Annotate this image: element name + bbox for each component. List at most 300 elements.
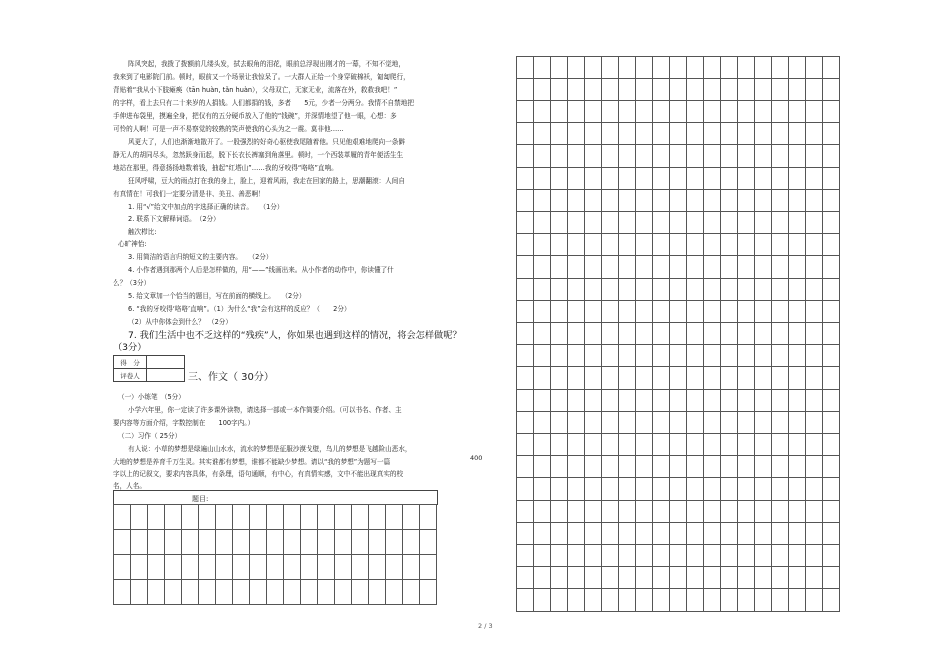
grid-cell[interactable] [652, 566, 670, 589]
grid-cell[interactable] [652, 189, 670, 212]
grid-cell[interactable] [703, 189, 721, 212]
grid-cell[interactable] [737, 300, 755, 323]
grid-cell[interactable] [635, 300, 653, 323]
grid-cell[interactable] [669, 78, 687, 101]
grid-cell[interactable] [754, 167, 772, 190]
grid-cell[interactable] [720, 122, 738, 145]
grid-cell[interactable] [516, 233, 534, 256]
grid-cell[interactable] [771, 411, 789, 434]
grid-cell[interactable] [584, 189, 602, 212]
grid-cell[interactable] [720, 278, 738, 301]
grid-cell[interactable] [533, 566, 551, 589]
grid-cell[interactable] [703, 167, 721, 190]
grid-cell[interactable] [788, 56, 806, 79]
grid-cell[interactable] [703, 78, 721, 101]
grid-cell[interactable] [737, 566, 755, 589]
grid-cell[interactable] [618, 56, 636, 79]
grid-cell[interactable] [686, 411, 704, 434]
grid-cell[interactable] [567, 167, 585, 190]
grid-cell[interactable] [737, 233, 755, 256]
grid-cell[interactable] [635, 433, 653, 456]
grid-cell[interactable] [822, 477, 840, 500]
grid-cell[interactable] [232, 579, 250, 605]
grid-cell[interactable] [550, 255, 568, 278]
grid-cell[interactable] [266, 554, 284, 580]
grid-cell[interactable] [567, 500, 585, 523]
grid-cell[interactable] [533, 344, 551, 367]
grid-cell[interactable] [198, 529, 216, 555]
grid-cell[interactable] [720, 78, 738, 101]
grid-cell[interactable] [703, 211, 721, 234]
grid-cell[interactable] [533, 366, 551, 389]
grid-cell[interactable] [652, 100, 670, 123]
grid-cell[interactable] [567, 544, 585, 567]
grid-cell[interactable] [771, 122, 789, 145]
grid-cell[interactable] [635, 144, 653, 167]
grid-cell[interactable] [737, 56, 755, 79]
grid-cell[interactable] [686, 433, 704, 456]
grid-cell[interactable] [198, 504, 216, 530]
grid-cell[interactable] [550, 588, 568, 611]
grid-cell[interactable] [567, 100, 585, 123]
grid-cell[interactable] [686, 366, 704, 389]
grid-cell[interactable] [822, 411, 840, 434]
grid-cell[interactable] [550, 233, 568, 256]
grid-cell[interactable] [754, 211, 772, 234]
grid-cell[interactable] [584, 167, 602, 190]
grid-cell[interactable] [754, 522, 772, 545]
grid-cell[interactable] [822, 300, 840, 323]
grid-cell[interactable] [516, 100, 534, 123]
grid-cell[interactable] [771, 366, 789, 389]
grid-cell[interactable] [652, 344, 670, 367]
grid-cell[interactable] [703, 344, 721, 367]
grid-cell[interactable] [822, 366, 840, 389]
grid-cell[interactable] [635, 78, 653, 101]
grid-cell[interactable] [686, 189, 704, 212]
grid-cell[interactable] [533, 544, 551, 567]
grid-cell[interactable] [686, 588, 704, 611]
grid-cell[interactable] [703, 566, 721, 589]
grid-cell[interactable] [771, 433, 789, 456]
grid-cell[interactable] [788, 233, 806, 256]
grid-cell[interactable] [550, 189, 568, 212]
grid-cell[interactable] [686, 389, 704, 412]
grid-cell[interactable] [635, 566, 653, 589]
right-writing-grid[interactable] [516, 56, 840, 611]
grid-cell[interactable] [584, 389, 602, 412]
grid-cell[interactable] [249, 504, 267, 530]
grid-cell[interactable] [402, 529, 420, 555]
grid-cell[interactable] [669, 189, 687, 212]
grid-cell[interactable] [164, 579, 182, 605]
grid-cell[interactable] [686, 522, 704, 545]
grid-cell[interactable] [351, 579, 369, 605]
grid-cell[interactable] [567, 211, 585, 234]
grid-cell[interactable] [317, 579, 335, 605]
grader-cell[interactable] [147, 369, 185, 382]
grid-cell[interactable] [703, 144, 721, 167]
grid-cell[interactable] [737, 322, 755, 345]
grid-cell[interactable] [584, 211, 602, 234]
grid-cell[interactable] [215, 554, 233, 580]
grid-cell[interactable] [737, 100, 755, 123]
grid-cell[interactable] [215, 529, 233, 555]
grid-cell[interactable] [822, 211, 840, 234]
grid-cell[interactable] [584, 522, 602, 545]
left-writing-grid[interactable] [113, 504, 436, 604]
grid-cell[interactable] [754, 477, 772, 500]
grid-cell[interactable] [584, 100, 602, 123]
grid-cell[interactable] [249, 579, 267, 605]
grid-cell[interactable] [567, 300, 585, 323]
grid-cell[interactable] [232, 554, 250, 580]
grid-cell[interactable] [805, 344, 823, 367]
grid-cell[interactable] [652, 56, 670, 79]
grid-cell[interactable] [805, 477, 823, 500]
grid-cell[interactable] [601, 544, 619, 567]
grid-cell[interactable] [130, 504, 148, 530]
grid-cell[interactable] [550, 433, 568, 456]
grid-cell[interactable] [686, 477, 704, 500]
grid-cell[interactable] [113, 554, 131, 580]
grid-cell[interactable] [754, 233, 772, 256]
grid-cell[interactable] [805, 588, 823, 611]
grid-cell[interactable] [737, 211, 755, 234]
grid-cell[interactable] [754, 322, 772, 345]
grid-cell[interactable] [737, 500, 755, 523]
grid-cell[interactable] [618, 233, 636, 256]
grid-cell[interactable] [567, 122, 585, 145]
grid-cell[interactable] [130, 579, 148, 605]
grid-cell[interactable] [584, 300, 602, 323]
grid-cell[interactable] [601, 233, 619, 256]
grid-cell[interactable] [635, 189, 653, 212]
grid-cell[interactable] [822, 389, 840, 412]
grid-cell[interactable] [283, 554, 301, 580]
grid-cell[interactable] [516, 500, 534, 523]
grid-cell[interactable] [334, 504, 352, 530]
grid-cell[interactable] [669, 566, 687, 589]
grid-cell[interactable] [550, 278, 568, 301]
grid-cell[interactable] [567, 588, 585, 611]
grid-cell[interactable] [754, 455, 772, 478]
grid-cell[interactable] [334, 554, 352, 580]
grid-cell[interactable] [805, 322, 823, 345]
grid-cell[interactable] [805, 144, 823, 167]
grid-cell[interactable] [822, 322, 840, 345]
grid-cell[interactable] [618, 300, 636, 323]
grid-cell[interactable] [533, 122, 551, 145]
grid-cell[interactable] [584, 366, 602, 389]
grid-cell[interactable] [652, 167, 670, 190]
grid-cell[interactable] [686, 255, 704, 278]
grid-cell[interactable] [601, 566, 619, 589]
grid-cell[interactable] [788, 167, 806, 190]
grid-cell[interactable] [686, 566, 704, 589]
grid-cell[interactable] [805, 78, 823, 101]
grid-cell[interactable] [550, 500, 568, 523]
grid-cell[interactable] [703, 366, 721, 389]
grid-cell[interactable] [550, 366, 568, 389]
grid-cell[interactable] [601, 278, 619, 301]
grid-cell[interactable] [652, 544, 670, 567]
grid-cell[interactable] [635, 56, 653, 79]
grid-cell[interactable] [771, 278, 789, 301]
grid-cell[interactable] [669, 433, 687, 456]
grid-cell[interactable] [533, 211, 551, 234]
grid-cell[interactable] [703, 500, 721, 523]
grid-cell[interactable] [567, 344, 585, 367]
grid-cell[interactable] [419, 554, 437, 580]
grid-cell[interactable] [601, 588, 619, 611]
grid-cell[interactable] [669, 322, 687, 345]
grid-cell[interactable] [720, 433, 738, 456]
grid-cell[interactable] [618, 389, 636, 412]
grid-cell[interactable] [635, 411, 653, 434]
grid-cell[interactable] [567, 433, 585, 456]
grid-cell[interactable] [652, 278, 670, 301]
grid-cell[interactable] [771, 167, 789, 190]
grid-cell[interactable] [533, 144, 551, 167]
grid-cell[interactable] [805, 433, 823, 456]
grid-cell[interactable] [635, 278, 653, 301]
grid-cell[interactable] [669, 300, 687, 323]
grid-cell[interactable] [601, 366, 619, 389]
grid-cell[interactable] [822, 433, 840, 456]
grid-cell[interactable] [147, 554, 165, 580]
grid-cell[interactable] [771, 455, 789, 478]
grid-cell[interactable] [805, 233, 823, 256]
grid-cell[interactable] [618, 167, 636, 190]
grid-cell[interactable] [788, 322, 806, 345]
grid-cell[interactable] [550, 56, 568, 79]
grid-cell[interactable] [720, 211, 738, 234]
grid-cell[interactable] [618, 588, 636, 611]
grid-cell[interactable] [720, 455, 738, 478]
grid-cell[interactable] [686, 344, 704, 367]
grid-cell[interactable] [686, 233, 704, 256]
grid-cell[interactable] [618, 477, 636, 500]
grid-cell[interactable] [788, 389, 806, 412]
grid-cell[interactable] [669, 411, 687, 434]
grid-cell[interactable] [737, 455, 755, 478]
grid-cell[interactable] [516, 255, 534, 278]
grid-cell[interactable] [754, 366, 772, 389]
grid-cell[interactable] [113, 529, 131, 555]
grid-cell[interactable] [533, 233, 551, 256]
grid-cell[interactable] [533, 78, 551, 101]
grid-cell[interactable] [385, 554, 403, 580]
grid-cell[interactable] [516, 300, 534, 323]
grid-cell[interactable] [805, 389, 823, 412]
grid-cell[interactable] [368, 554, 386, 580]
grid-cell[interactable] [601, 411, 619, 434]
grid-cell[interactable] [652, 433, 670, 456]
grid-cell[interactable] [805, 56, 823, 79]
grid-cell[interactable] [720, 544, 738, 567]
grid-cell[interactable] [635, 500, 653, 523]
grid-cell[interactable] [788, 566, 806, 589]
grid-cell[interactable] [652, 522, 670, 545]
grid-cell[interactable] [533, 477, 551, 500]
grid-cell[interactable] [215, 504, 233, 530]
grid-cell[interactable] [635, 477, 653, 500]
grid-cell[interactable] [181, 504, 199, 530]
grid-cell[interactable] [737, 122, 755, 145]
grid-cell[interactable] [805, 300, 823, 323]
grid-cell[interactable] [805, 411, 823, 434]
grid-cell[interactable] [822, 566, 840, 589]
grid-cell[interactable] [618, 522, 636, 545]
grid-cell[interactable] [618, 433, 636, 456]
grid-cell[interactable] [720, 233, 738, 256]
grid-cell[interactable] [550, 78, 568, 101]
grid-cell[interactable] [686, 278, 704, 301]
grid-cell[interactable] [550, 411, 568, 434]
grid-cell[interactable] [584, 56, 602, 79]
grid-cell[interactable] [601, 144, 619, 167]
grid-cell[interactable] [652, 411, 670, 434]
grid-cell[interactable] [771, 233, 789, 256]
grid-cell[interactable] [635, 167, 653, 190]
grid-cell[interactable] [822, 122, 840, 145]
grid-cell[interactable] [720, 56, 738, 79]
grid-cell[interactable] [737, 411, 755, 434]
grid-cell[interactable] [533, 322, 551, 345]
grid-cell[interactable] [805, 522, 823, 545]
grid-cell[interactable] [788, 477, 806, 500]
grid-cell[interactable] [788, 144, 806, 167]
grid-cell[interactable] [601, 78, 619, 101]
grid-cell[interactable] [771, 100, 789, 123]
grid-cell[interactable] [703, 477, 721, 500]
grid-cell[interactable] [533, 522, 551, 545]
grid-cell[interactable] [652, 122, 670, 145]
grid-cell[interactable] [266, 579, 284, 605]
grid-cell[interactable] [635, 122, 653, 145]
grid-cell[interactable] [686, 122, 704, 145]
grid-cell[interactable] [516, 211, 534, 234]
grid-cell[interactable] [771, 255, 789, 278]
grid-cell[interactable] [652, 144, 670, 167]
grid-cell[interactable] [703, 233, 721, 256]
grid-cell[interactable] [771, 522, 789, 545]
grid-cell[interactable] [567, 477, 585, 500]
grid-cell[interactable] [720, 100, 738, 123]
grid-cell[interactable] [788, 300, 806, 323]
grid-cell[interactable] [601, 300, 619, 323]
grid-cell[interactable] [686, 56, 704, 79]
grid-cell[interactable] [720, 366, 738, 389]
grid-cell[interactable] [754, 255, 772, 278]
grid-cell[interactable] [669, 144, 687, 167]
grid-cell[interactable] [720, 500, 738, 523]
grid-cell[interactable] [737, 167, 755, 190]
grid-cell[interactable] [300, 504, 318, 530]
grid-cell[interactable] [771, 500, 789, 523]
grid-cell[interactable] [147, 579, 165, 605]
grid-cell[interactable] [669, 522, 687, 545]
grid-cell[interactable] [703, 455, 721, 478]
grid-cell[interactable] [550, 344, 568, 367]
score-cell[interactable] [147, 356, 185, 369]
grid-cell[interactable] [618, 78, 636, 101]
grid-cell[interactable] [669, 344, 687, 367]
grid-cell[interactable] [805, 255, 823, 278]
grid-cell[interactable] [805, 278, 823, 301]
grid-cell[interactable] [584, 255, 602, 278]
grid-cell[interactable] [669, 100, 687, 123]
grid-cell[interactable] [652, 477, 670, 500]
grid-cell[interactable] [754, 189, 772, 212]
grid-cell[interactable] [805, 455, 823, 478]
grid-cell[interactable] [516, 278, 534, 301]
grid-cell[interactable] [703, 56, 721, 79]
grid-cell[interactable] [669, 366, 687, 389]
grid-cell[interactable] [720, 522, 738, 545]
grid-cell[interactable] [516, 544, 534, 567]
grid-cell[interactable] [822, 233, 840, 256]
grid-cell[interactable] [584, 566, 602, 589]
grid-cell[interactable] [584, 411, 602, 434]
grid-cell[interactable] [788, 366, 806, 389]
grid-cell[interactable] [249, 554, 267, 580]
grid-cell[interactable] [788, 100, 806, 123]
grid-cell[interactable] [771, 211, 789, 234]
grid-cell[interactable] [232, 529, 250, 555]
grid-cell[interactable] [351, 554, 369, 580]
grid-cell[interactable] [703, 122, 721, 145]
grid-cell[interactable] [737, 588, 755, 611]
grid-cell[interactable] [533, 588, 551, 611]
grid-cell[interactable] [805, 366, 823, 389]
grid-cell[interactable] [788, 455, 806, 478]
grid-cell[interactable] [737, 278, 755, 301]
grid-cell[interactable] [130, 529, 148, 555]
grid-cell[interactable] [635, 344, 653, 367]
grid-cell[interactable] [703, 433, 721, 456]
grid-cell[interactable] [402, 504, 420, 530]
grid-cell[interactable] [266, 529, 284, 555]
grid-cell[interactable] [788, 344, 806, 367]
grid-cell[interactable] [113, 579, 131, 605]
grid-cell[interactable] [601, 255, 619, 278]
grid-cell[interactable] [669, 278, 687, 301]
grid-cell[interactable] [652, 233, 670, 256]
grid-cell[interactable] [805, 189, 823, 212]
grid-cell[interactable] [601, 389, 619, 412]
grid-cell[interactable] [805, 122, 823, 145]
grid-cell[interactable] [720, 411, 738, 434]
grid-cell[interactable] [652, 389, 670, 412]
grid-cell[interactable] [720, 588, 738, 611]
grid-cell[interactable] [567, 389, 585, 412]
grid-cell[interactable] [669, 500, 687, 523]
grid-cell[interactable] [601, 322, 619, 345]
grid-cell[interactable] [754, 544, 772, 567]
grid-cell[interactable] [720, 300, 738, 323]
grid-cell[interactable] [618, 544, 636, 567]
grid-cell[interactable] [618, 122, 636, 145]
grid-cell[interactable] [601, 455, 619, 478]
grid-cell[interactable] [181, 529, 199, 555]
grid-cell[interactable] [805, 211, 823, 234]
grid-cell[interactable] [635, 588, 653, 611]
grid-cell[interactable] [703, 100, 721, 123]
grid-cell[interactable] [652, 500, 670, 523]
grid-cell[interactable] [788, 411, 806, 434]
